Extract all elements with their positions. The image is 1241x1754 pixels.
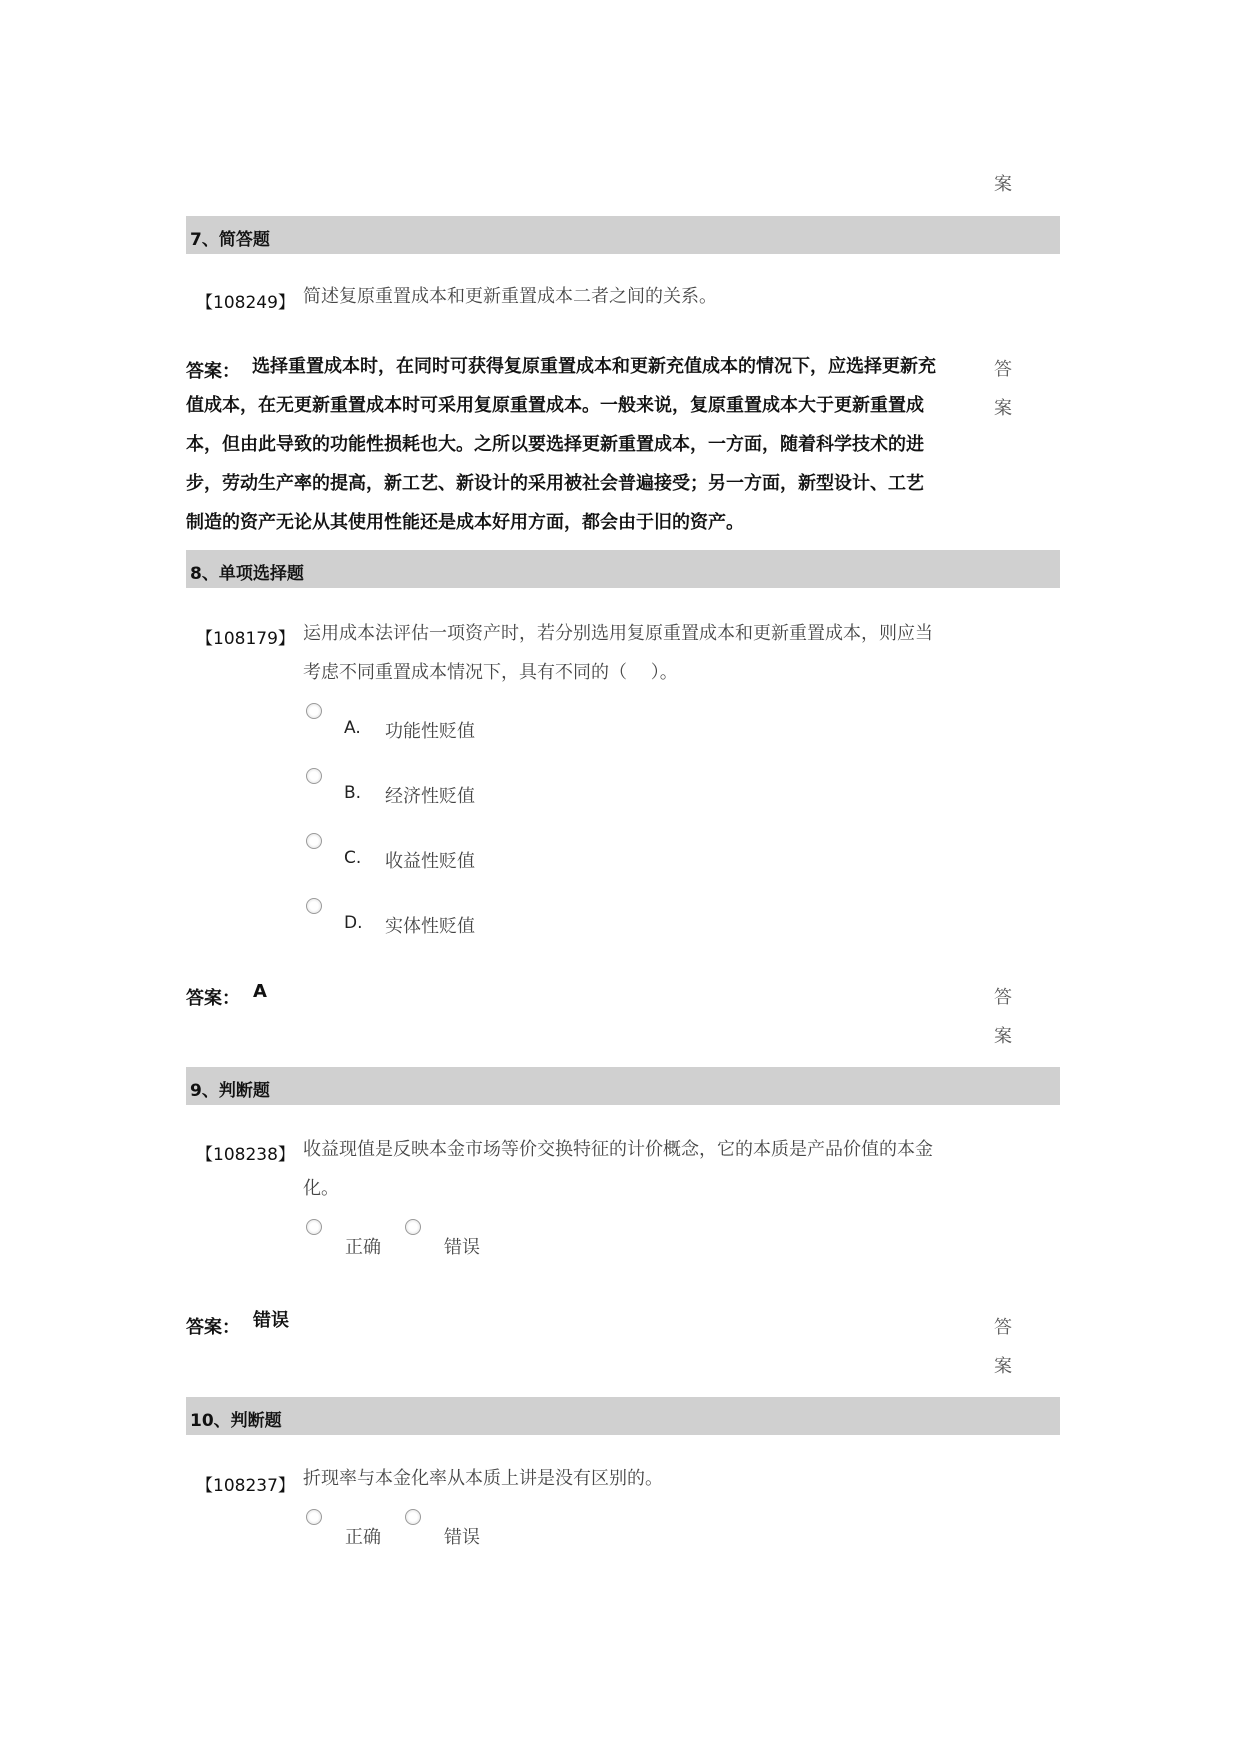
answer-text-q7 bbox=[252, 347, 972, 386]
true-radio-q10[interactable] bbox=[306, 1509, 322, 1525]
side-label-answer-q8-a: 答 bbox=[994, 987, 1012, 1008]
question-id-q8: 【108179】 bbox=[196, 629, 295, 649]
option-b-letter: B. bbox=[344, 783, 362, 803]
question-id-q7: 【108249】 bbox=[196, 293, 295, 313]
section-header-title: 9、判断题 bbox=[190, 1081, 270, 1101]
false-label-q10: 错误 bbox=[444, 1527, 480, 1548]
answer-line: 制造的资产无论从其使用性能还是成本好用方面，都会由于旧的资产。 bbox=[186, 512, 744, 533]
question-line: 收益现值是反映本金市场等价交换特征的计价概念，它的本质是产品价值的本金 bbox=[303, 1139, 933, 1160]
false-radio-q10[interactable] bbox=[405, 1509, 421, 1525]
answer-value-q8: A bbox=[253, 981, 267, 1002]
section-header-title: 7、简答题 bbox=[190, 230, 270, 250]
side-label-case-top: 案 bbox=[994, 174, 1012, 195]
answer-label-q8: 答案： bbox=[186, 988, 240, 1009]
answer-line: 步，劳动生产率的提高，新工艺、新设计的采用被社会普遍接受；另一方面，新型设计、工艺 bbox=[186, 473, 924, 494]
option-d-radio[interactable] bbox=[306, 898, 322, 914]
answer-label-q7: 答案： bbox=[186, 361, 240, 382]
true-label-q10: 正确 bbox=[345, 1527, 381, 1548]
option-c-text: 收益性贬值 bbox=[385, 851, 475, 872]
option-a-text: 功能性贬值 bbox=[385, 721, 475, 742]
section-header-q9 bbox=[186, 1067, 1060, 1105]
option-c-radio[interactable] bbox=[306, 833, 322, 849]
question-line: 运用成本法评估一项资产时，若分别选用复原重置成本和更新重置成本，则应当 bbox=[303, 623, 933, 644]
false-label-q9: 错误 bbox=[444, 1237, 480, 1258]
answer-text-q7-cont bbox=[186, 386, 976, 542]
true-radio-q9[interactable] bbox=[306, 1219, 322, 1235]
question-id-q9: 【108238】 bbox=[196, 1145, 295, 1165]
answer-label-q9: 答案： bbox=[186, 1317, 240, 1338]
true-label-q9: 正确 bbox=[345, 1237, 381, 1258]
question-text-q8 bbox=[303, 614, 983, 692]
section-header-q10 bbox=[186, 1397, 1060, 1435]
section-header-title: 8、单项选择题 bbox=[190, 564, 304, 584]
option-b-text: 经济性贬值 bbox=[385, 786, 475, 807]
section-header-q7 bbox=[186, 216, 1060, 254]
side-label-answer-q8-b: 案 bbox=[994, 1026, 1012, 1047]
side-label-answer-q7-a: 答 bbox=[994, 359, 1012, 380]
answer-line: 值成本，在无更新重置成本时可采用复原重置成本。一般来说，复原重置成本大于更新重置成 bbox=[186, 395, 924, 416]
answer-value-q9: 错误 bbox=[253, 1310, 289, 1331]
false-radio-q9[interactable] bbox=[405, 1219, 421, 1235]
answer-line: 选择重置成本时，在同时可获得复原重置成本和更新充值成本的情况下，应选择更新充 bbox=[252, 356, 936, 377]
option-a-letter: A. bbox=[344, 718, 361, 738]
question-text-q9 bbox=[303, 1130, 983, 1208]
side-label-answer-q9-a: 答 bbox=[994, 1317, 1012, 1338]
option-b-radio[interactable] bbox=[306, 768, 322, 784]
option-d-text: 实体性贬值 bbox=[385, 916, 475, 937]
option-c-letter: C. bbox=[344, 848, 362, 868]
section-header-title: 10、判断题 bbox=[190, 1411, 282, 1431]
question-text-q10: 折现率与本金化率从本质上讲是没有区别的。 bbox=[303, 1468, 663, 1489]
question-line: 化。 bbox=[303, 1178, 339, 1199]
question-text-q7: 简述复原重置成本和更新重置成本二者之间的关系。 bbox=[303, 286, 717, 307]
side-label-answer-q9-b: 案 bbox=[994, 1356, 1012, 1377]
section-header-q8 bbox=[186, 550, 1060, 588]
answer-line: 本，但由此导致的功能性损耗也大。之所以要选择更新重置成本，一方面，随着科学技术的进 bbox=[186, 434, 924, 455]
question-line: 考虑不同重置成本情况下，具有不同的（ ）。 bbox=[303, 662, 678, 683]
option-d-letter: D. bbox=[344, 913, 363, 933]
question-id-q10: 【108237】 bbox=[196, 1476, 295, 1496]
side-label-answer-q7-b: 案 bbox=[994, 398, 1012, 419]
option-a-radio[interactable] bbox=[306, 703, 322, 719]
